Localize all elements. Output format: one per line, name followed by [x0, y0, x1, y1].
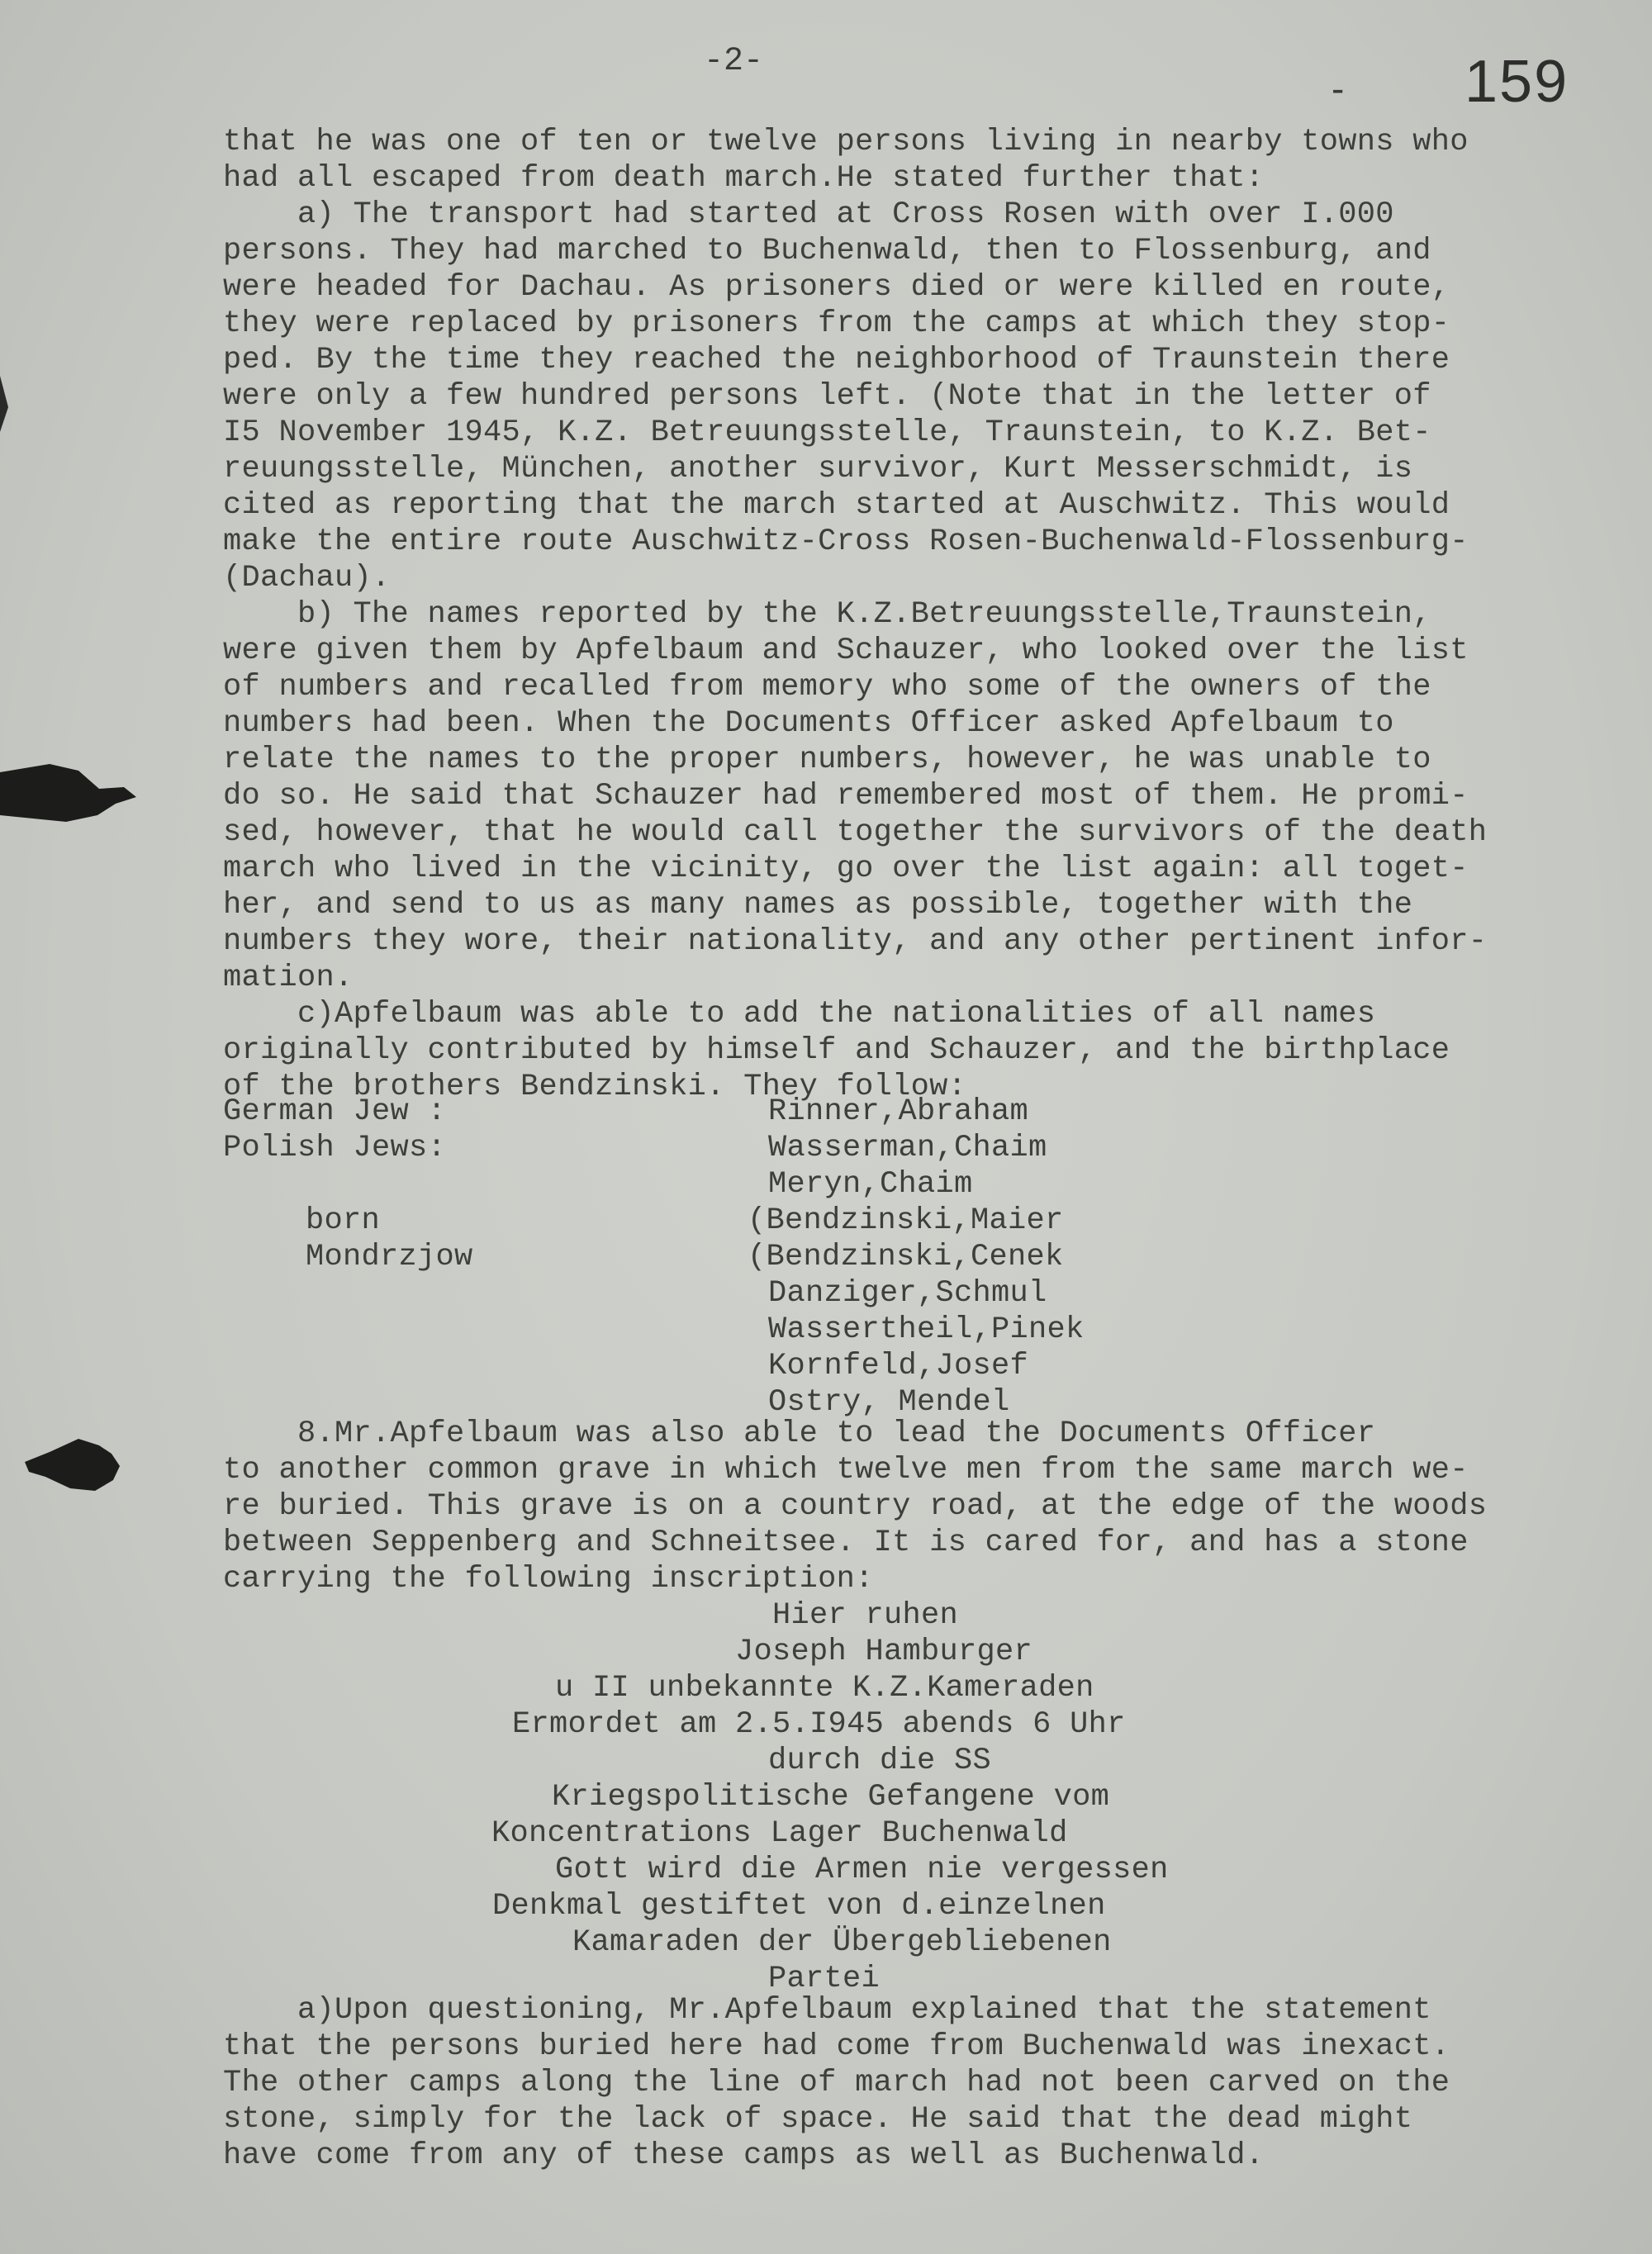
text-line: numbers they wore, their nationality, and any other pertinent infor- — [223, 924, 1488, 959]
punch-hole-top — [0, 756, 145, 830]
nationality-label: Polish Jews: — [223, 1131, 447, 1165]
text-line: stone, simply for the lack of space. He said that the dead might — [223, 2102, 1413, 2137]
text-line: originally contributed by himself and Schauzer, and the birthplace — [223, 1033, 1450, 1068]
text-line: I5 November 1945, K.Z. Betreuungsstelle, Traunstein, to K.Z. Bet- — [223, 415, 1431, 450]
inscription-line: Kriegspolitische Gefangene vom — [552, 1780, 1110, 1815]
text-line: numbers had been. When the Documents Officer asked Apfelbaum to — [223, 706, 1394, 741]
person-name: Danziger,Schmul — [768, 1276, 1047, 1311]
text-line: were headed for Dachau. As prisoners died or were killed en route, — [223, 270, 1450, 305]
text-line: carrying the following inscription: — [223, 1562, 874, 1597]
edge-tear-mark — [0, 376, 12, 434]
text-line: had all escaped from death march.He stated further that: — [223, 161, 1265, 196]
text-line: were given them by Apfelbaum and Schauzer, who looked over the list — [223, 633, 1469, 668]
text-line: mation. — [223, 961, 354, 995]
text-line: cited as reporting that the march started at Auschwitz. This would — [223, 488, 1450, 523]
person-name: Meryn,Chaim — [768, 1167, 973, 1202]
text-line: c)Apfelbaum was able to add the nationalities of all names — [223, 997, 1376, 1032]
inscription-line: Hier ruhen — [772, 1598, 959, 1633]
birthplace-label: Mondrzjow — [306, 1240, 473, 1274]
text-line: persons. They had marched to Buchenwald, then to Flossenburg, and — [223, 234, 1431, 268]
text-line: of numbers and recalled from memory who some of the owners of the — [223, 670, 1431, 705]
text-line: sed, however, that he would call together the survivors of the death — [223, 815, 1488, 850]
text-line: that he was one of ten or twelve persons living in nearby towns who — [223, 125, 1469, 159]
text-line: a)Upon questioning, Mr.Apfelbaum explained that the statement — [223, 1993, 1431, 2028]
text-line: that the persons buried here had come from Buchenwald was inexact. — [223, 2029, 1450, 2064]
person-name: (Bendzinski,Cenek — [748, 1240, 1064, 1274]
inscription-line: durch die SS — [768, 1744, 992, 1778]
inscription-line: Ermordet am 2.5.I945 abends 6 Uhr — [512, 1707, 1126, 1742]
page-number: -2- — [704, 43, 764, 80]
person-name: Ostry, Mendel — [768, 1385, 1010, 1420]
text-line: make the entire route Auschwitz-Cross Rosen-Buchenwald-Flossenburg- — [223, 524, 1469, 559]
text-line: march who lived in the vicinity, go over the list again: all toget- — [223, 852, 1469, 886]
inscription-line: Partei — [768, 1962, 881, 1996]
text-line: of the brothers Bendzinski. They follow: — [223, 1070, 967, 1104]
inscription-line: Gott wird die Armen nie vergessen — [555, 1853, 1169, 1887]
person-name: Rinner,Abraham — [768, 1094, 1029, 1129]
text-line: re buried. This grave is on a country road, at the edge of the woods — [223, 1489, 1488, 1524]
punch-hole-bottom — [21, 1429, 128, 1503]
person-name: (Bendzinski,Maier — [748, 1203, 1064, 1238]
inscription-line: u II unbekannte K.Z.Kameraden — [555, 1671, 1094, 1706]
nationality-label: German Jew : — [223, 1094, 447, 1129]
text-line: ped. By the time they reached the neighborhood of Traunstein there — [223, 343, 1450, 377]
text-line: they were replaced by prisoners from the camps at which they stop- — [223, 306, 1450, 341]
inscription-line: Kamaraden der Übergebliebenen — [572, 1925, 1112, 1960]
text-line: reuungsstelle, München, another survivor, Kurt Messerschmidt, is — [223, 452, 1413, 486]
text-line: b) The names reported by the K.Z.Betreuungsstelle,Traunstein, — [223, 597, 1431, 632]
text-line: relate the names to the proper numbers, however, he was unable to — [223, 743, 1431, 777]
folio-dash: - — [1332, 67, 1345, 110]
text-line: The other camps along the line of march had not been carved on the — [223, 2066, 1450, 2100]
text-line: (Dachau). — [223, 561, 391, 596]
inscription-line: Koncentrations Lager Buchenwald — [491, 1816, 1068, 1851]
person-name: Wasserman,Chaim — [768, 1131, 1047, 1165]
text-line: to another common grave in which twelve men from the same march we- — [223, 1453, 1469, 1488]
text-line: her, and send to us as many names as possible, together with the — [223, 888, 1413, 923]
text-line: do so. He said that Schauzer had remembered most of them. He promi- — [223, 779, 1469, 814]
folio-number-handwritten: 159 — [1464, 49, 1569, 115]
inscription-line: Denkmal gestiftet von d.einzelnen — [492, 1889, 1106, 1924]
text-line: were only a few hundred persons left. (Note that in the letter of — [223, 379, 1431, 414]
text-line: have come from any of these camps as well as Buchenwald. — [223, 2138, 1265, 2173]
text-line: 8.Mr.Apfelbaum was also able to lead the Documents Officer — [223, 1416, 1376, 1451]
person-name: Wassertheil,Pinek — [768, 1312, 1085, 1347]
text-line: a) The transport had started at Cross Rosen with over I.000 — [223, 197, 1394, 232]
text-line: between Seppenberg and Schneitsee. It is cared for, and has a stone — [223, 1526, 1469, 1560]
birthplace-label: born — [306, 1203, 381, 1238]
inscription-line: Joseph Hamburger — [735, 1635, 1033, 1669]
person-name: Kornfeld,Josef — [768, 1349, 1029, 1383]
